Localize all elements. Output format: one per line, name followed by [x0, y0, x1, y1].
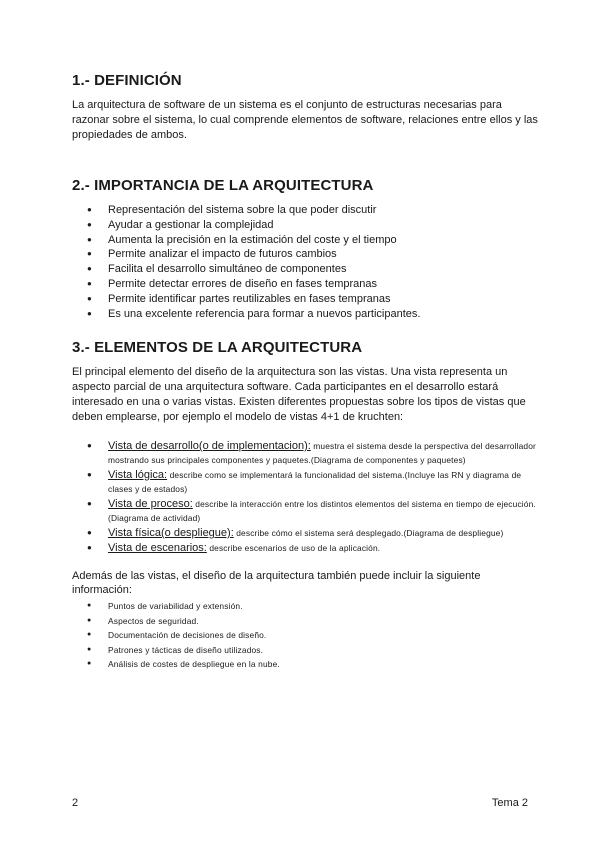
list-item: ● Ayudar a gestionar la complejidad	[87, 218, 540, 233]
section-paragraph: La arquitectura de software de un sistema es el conjunto de estructuras necesarias para razonar sobre el sistema, lo cual comprende elementos de software, relaciones entre ellos y las propiedades de ambos.	[72, 99, 538, 141]
view-description: describe la interacción entre los distintos elementos del sistema en tiempo de ejecución.(Diagrama de actividad)	[108, 499, 536, 523]
list-item	[87, 439, 540, 467]
views-list	[72, 439, 540, 555]
list-item: ● Documentación de decisiones de diseño.	[87, 628, 540, 643]
importance-list	[72, 203, 540, 321]
view-description: muestra el sistema desde la perspectiva del desarrollador mostrando sus principales componentes y paquetes.(Diagrama de componentes y paquetes)	[108, 441, 536, 465]
view-name: Vista de proceso:	[108, 498, 193, 510]
list-item: ● Patrones y tácticas de diseño utilizados.	[87, 643, 540, 658]
view-name: Vista de desarrollo(o de implementacion):	[108, 440, 311, 452]
list-item: ● Aspectos de seguridad.	[87, 614, 540, 629]
view-name: Vista lógica:	[108, 469, 168, 481]
section-definicion	[72, 72, 540, 143]
list-item: ● Facilita el desarrollo simultáneo de componentes	[87, 262, 540, 277]
view-description: describe cómo el sistema será desplegado.(Diagrama de despliegue)	[233, 528, 504, 538]
view-description: describe escenarios de uso de la aplicación.	[206, 543, 381, 553]
section-elementos	[72, 339, 540, 672]
page-number: 2	[72, 797, 79, 809]
view-description: describe como se implementará la funcionalidad del sistema.(Incluye las RN y diagrama de clases y de estados)	[108, 470, 522, 494]
list-item: ● Análisis de costes de despliegue en la nube.	[87, 657, 540, 672]
list-item: ● Permite detectar errores de diseño en fases tempranas	[87, 277, 540, 292]
section-title: 3.- ELEMENTOS DE LA ARQUITECTURA	[72, 339, 363, 356]
list-item	[87, 541, 540, 555]
list-item	[87, 468, 540, 496]
list-item	[87, 497, 540, 525]
extra-info-intro: Además de las vistas, el diseño de la arquitectura también puede incluir la siguiente información:	[72, 570, 481, 596]
list-item	[87, 526, 540, 540]
section-importancia	[72, 177, 540, 321]
list-item: ● Es una excelente referencia para formar a nuevos participantes.	[87, 307, 540, 322]
section-paragraph: El principal elemento del diseño de la arquitectura son las vistas. Una vista representa un aspecto parcial de una arquitectura software. Cada participantes en el desarrollo estará interesado en una o varias vistas. Existen diferentes propuestas sobre los tipos de vistas que deben emplearse, por ejemplo el modelo de vistas 4+1 de kruchten:	[72, 366, 526, 423]
view-name: Vista de escenarios:	[108, 542, 207, 554]
list-item: ● Representación del sistema sobre la que poder discutir	[87, 203, 540, 218]
section-title: 1.- DEFINICIÓN	[72, 72, 182, 89]
list-item: ● Puntos de variabilidad y extensión.	[87, 599, 540, 614]
list-item: ● Aumenta la precisión en la estimación del coste y el tiempo	[87, 233, 540, 248]
view-name: Vista física(o despliegue):	[108, 527, 234, 539]
list-item: ● Permite identificar partes reutilizables en fases tempranas	[87, 292, 540, 307]
chapter-label: Tema 2	[491, 797, 528, 809]
list-item: ● Permite analizar el impacto de futuros cambios	[87, 247, 540, 262]
section-title: 2.- IMPORTANCIA DE LA ARQUITECTURA	[72, 177, 374, 194]
extra-info-list	[72, 599, 540, 672]
